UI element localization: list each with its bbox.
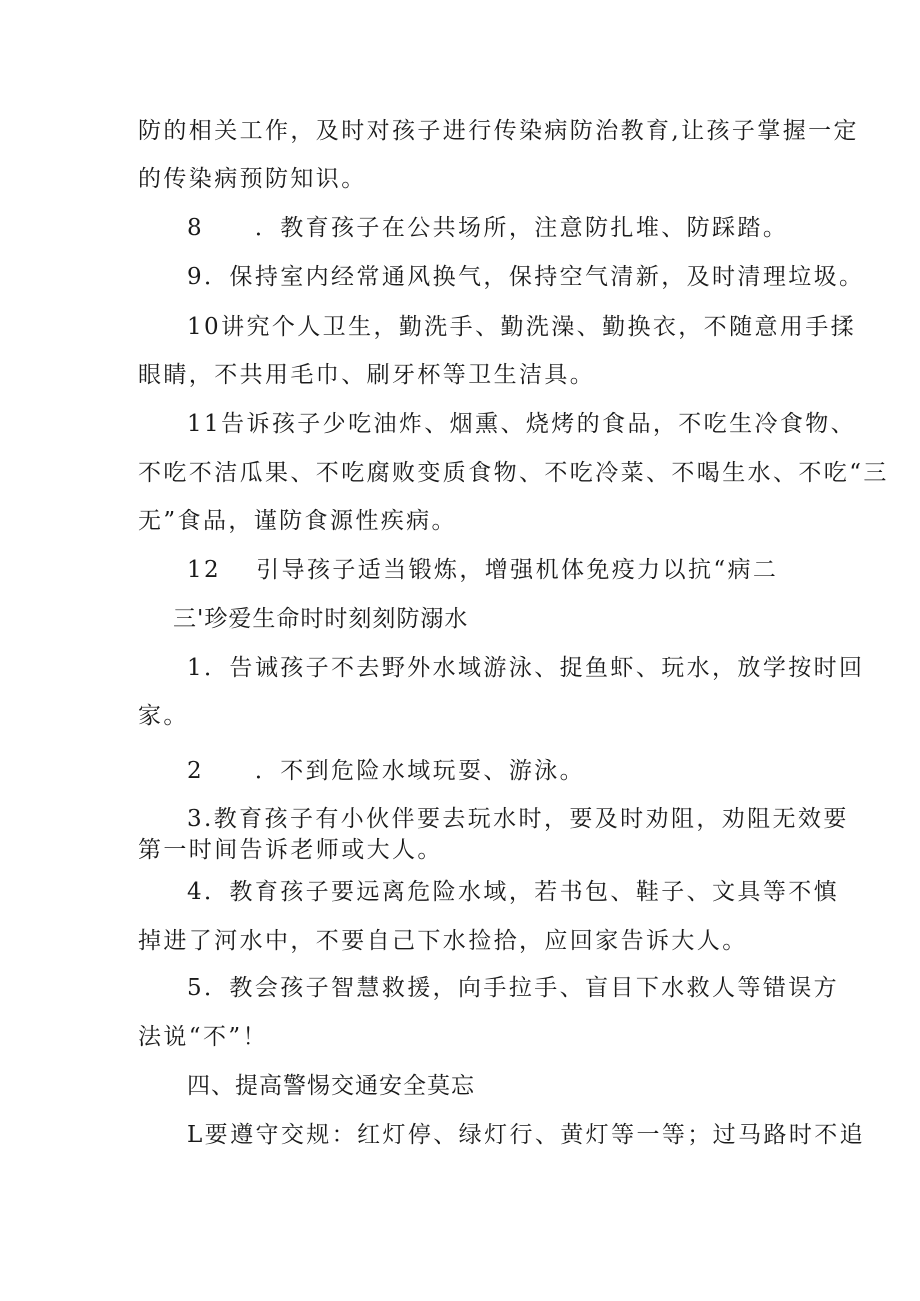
paragraph-line: 第一时间告诉老师或大人。: [138, 837, 443, 863]
list-item-2: 2 ．不到危险水域玩耍、游泳。: [187, 758, 586, 784]
paragraph-line: 无”食品，谨防食源性疾病。: [138, 508, 457, 534]
list-item-4: 4．教育孩子要远离危险水域，若书包、鞋子、文具等不慎: [187, 879, 840, 905]
paragraph-line: 掉进了河水中，不要自己下水捡拾，应回家告诉大人。: [138, 928, 748, 954]
paragraph-line: 眼睛，不共用毛巾、刷牙杯等卫生洁具。: [138, 362, 596, 388]
list-item-l: L要遵守交规：红灯停、绿灯行、黄灯等一等；过马路时不追: [187, 1122, 866, 1148]
list-item-5: 5．教会孩子智慧救援，向手拉手、盲目下水救人等错误方: [187, 975, 840, 1001]
paragraph-line: 不吃不洁瓜果、不吃腐败变质食物、不吃冷菜、不喝生水、不吃“三: [138, 460, 889, 486]
paragraph-line: 防的相关工作，及时对孩子进行传染病防治教育,让孩子掌握一定: [138, 118, 859, 144]
section-heading-3: 三'珍爱生命时时刻刻防溺水: [173, 606, 469, 632]
list-item-1: 1．告诫孩子不去野外水域游泳、捉鱼虾、玩水，放学按时回: [187, 655, 865, 681]
list-item-8: 8 ．教育孩子在公共场所，注意防扎堆、防踩踏。: [187, 215, 789, 241]
list-item-9: 9．保持室内经常通风换气，保持空气清新，及时清理垃圾。: [187, 264, 865, 290]
paragraph-line: 家。: [138, 703, 189, 729]
paragraph-line: 的传染病预防知识。: [138, 166, 367, 192]
list-item-3: 3.教育孩子有小伙伴要去玩水时，要及时劝阻，劝阻无效要: [187, 806, 849, 832]
list-item-12: 12 引导孩子适当锻炼，增强机体免疫力以抗“病二: [187, 557, 779, 583]
paragraph-line: 法说“不”！: [138, 1024, 268, 1050]
list-item-10: 10讲究个人卫生，勤洗手、勤洗澡、勤换衣，不随意用手揉: [187, 314, 857, 340]
list-item-11: 11告诉孩子少吃油炸、烟熏、烧烤的食品，不吃生冷食物、: [187, 411, 857, 437]
section-heading-4: 四、提高警惕交通安全莫忘: [187, 1073, 475, 1099]
